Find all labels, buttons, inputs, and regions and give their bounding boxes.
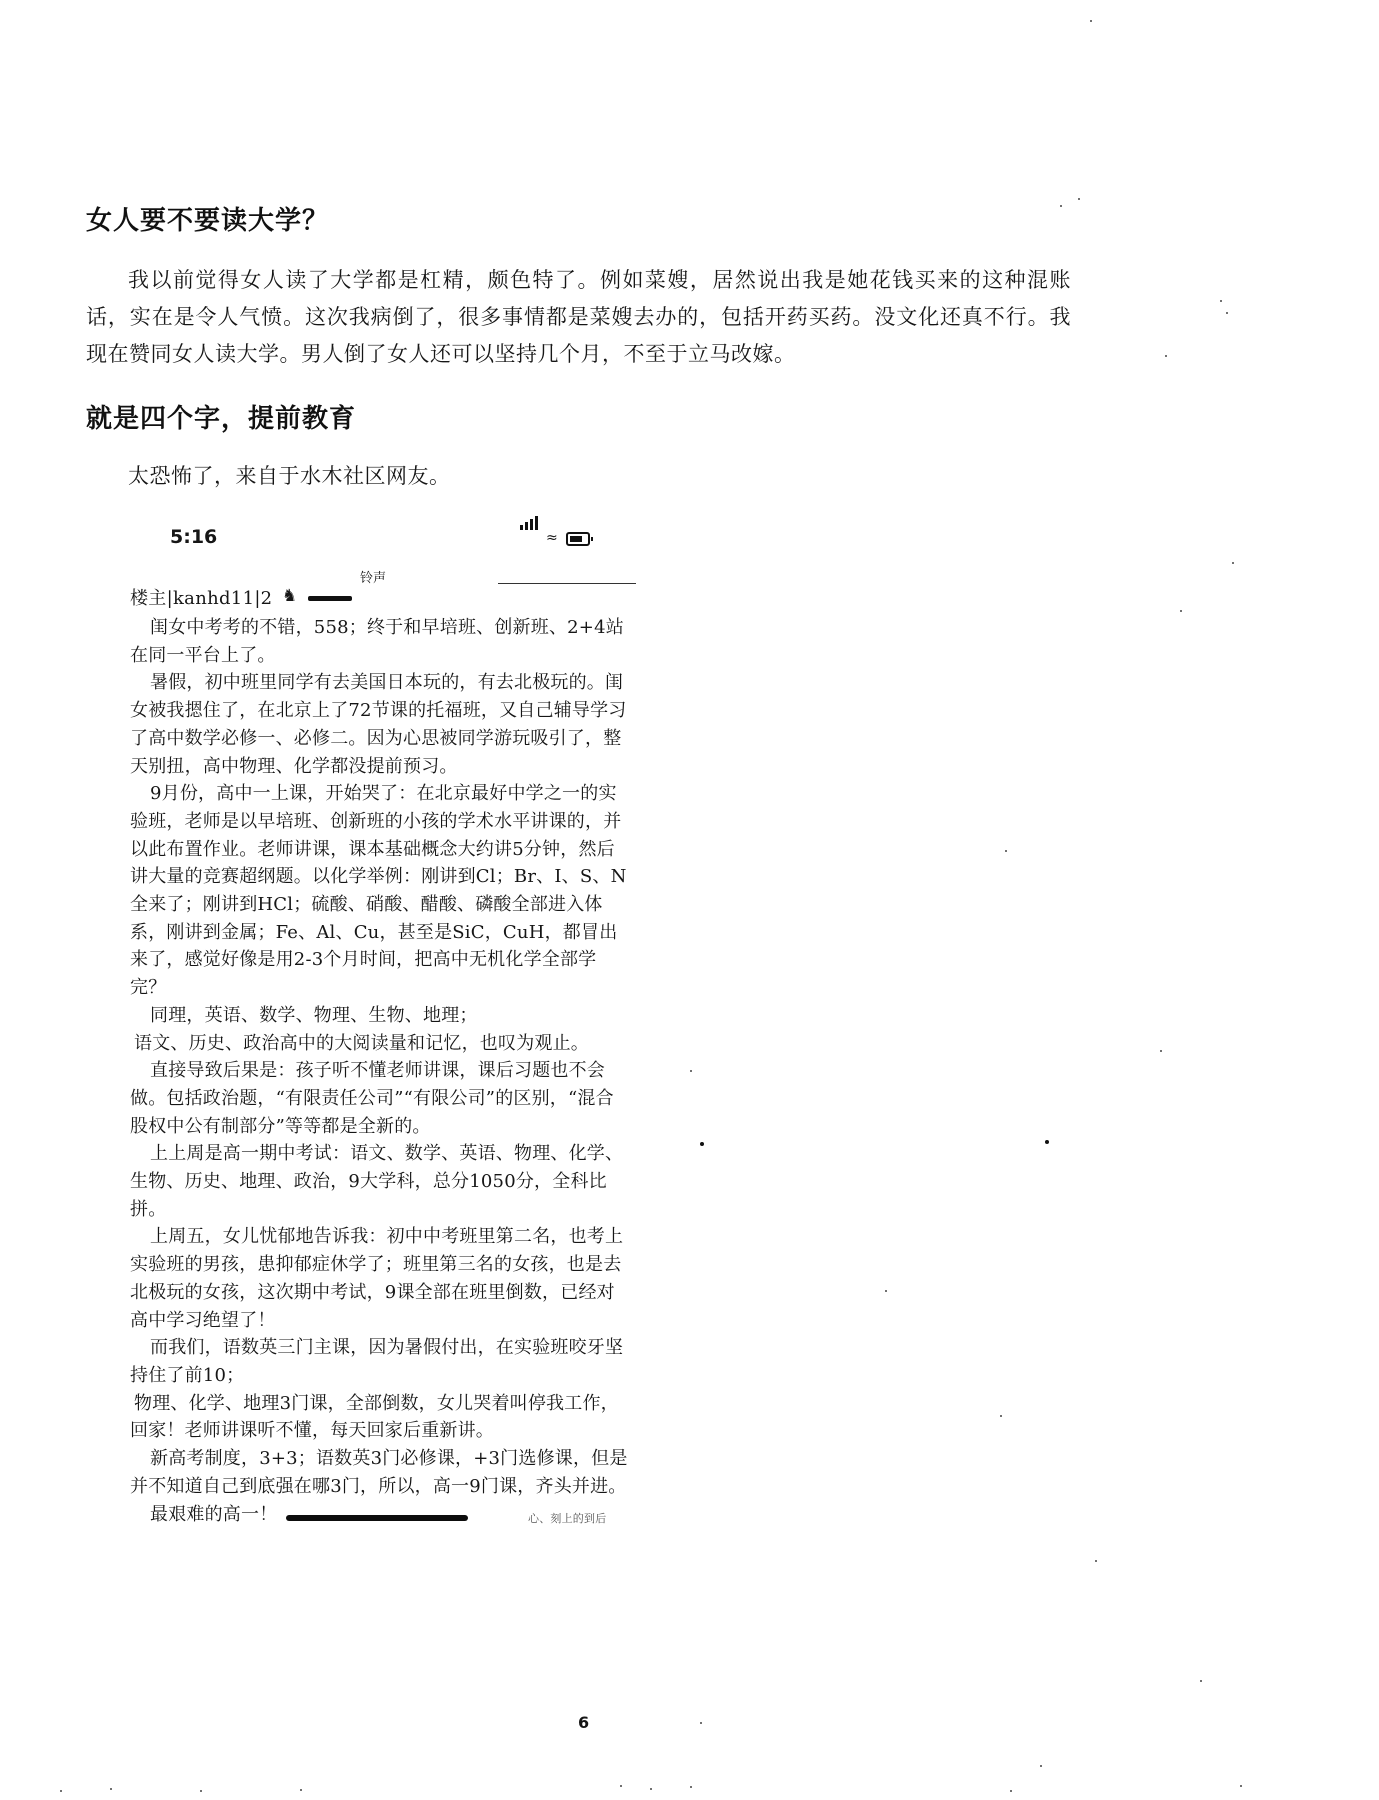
poster-label: 楼主|kanhd11|2 (130, 588, 273, 609)
section-heading-university: 女人要不要读大学？ (86, 206, 330, 236)
post-closing-row (130, 1501, 628, 1529)
post-paragraph: 同理，英语、数学、物理、生物、地理； (150, 1004, 478, 1026)
post-paragraph: 新高考制度，3+3；语数英3门必修课，+3门选修课，但是并不知道自己到底强在哪3门，所以，高一9门课，齐头并进。 (130, 1448, 628, 1497)
page-number: 6 (578, 1713, 590, 1732)
battery-icon (566, 532, 590, 546)
post-closing-small-text: 心、刻上的到后 (528, 1511, 607, 1525)
post-paragraph: 闺女中考考的不错，558；终于和早培班、创新班、2+4站在同一平台上了。 (130, 617, 624, 666)
bell-icon: ♞ (282, 586, 298, 606)
status-time: 5:16 (170, 526, 218, 548)
post-paragraph: 上周五，女儿忧郁地告诉我：初中中考班里第二名，也考上实验班的男孩，患抑郁症休学了；班里第三名的女孩，也是去北极玩的女孩，这次期中考试，9课全部在班里倒数，已经对高中学习绝望了！ (130, 1226, 624, 1331)
post-body (130, 614, 628, 1529)
wifi-icon: ≈ (546, 530, 558, 546)
post-paragraph: 9月份，高中一上课，开始哭了：在北京最好中学之一的实验班，老师是以早培班、创新班的小孩的学术水平讲课的，并以此布置作业。老师讲课，课本基础概念大约讲5分钟，然后讲大量的竞赛超纲题。以化学举例：刚讲到Cl；Br、I、S、N全来了；刚讲到HCl；硫酸、硝酸、醋酸、磷酸全部进入体系，刚讲到金属；Fe、Al、Cu，甚至是SiC，CuH，都冒出来了，感觉好像是用2-3个月时间，把高中无机化学全部学完？ (130, 783, 627, 999)
post-header (130, 584, 630, 612)
post-paragraph: 语文、历史、政治高中的大阅读量和记忆，也叹为观止。 (134, 1032, 589, 1054)
post-paragraph: 上上周是高一期中考试：语文、数学、英语、物理、化学、生物、历史、地理、政治，9大学科，总分1050分，全科比拼。 (130, 1143, 624, 1220)
section-heading-early-education: 就是四个字，提前教育 (86, 404, 357, 434)
post-paragraph: 而我们，语数英三门主课，因为暑假付出，在实验班咬牙坚持住了前10； (130, 1337, 624, 1386)
post-paragraph: 暑假，初中班里同学有去美国日本玩的，有去北极玩的。闺女被我摁住了，在北京上了72节课的托福班，又自己辅导学习了高中数学必修一、必修二。因为心思被同学游玩吸引了，整天别扭，高中物理、化学都没提前预习。 (130, 672, 627, 777)
section-paragraph-university: 我以前觉得女人读了大学都是杠精，颇色特了。例如菜嫂，居然说出我是她花钱买来的这种混账话，实在是令人气愤。这次我病倒了，很多事情都是菜嫂去办的，包括开药买药。没文化还真不行。我现在赞同女人读大学。男人倒了女人还可以坚持几个月，不至于立马改嫁。 (86, 268, 1071, 366)
status-icons (520, 528, 620, 548)
post-closing-text: 最艰难的高一！ (150, 1503, 278, 1525)
post-paragraph: 直接导致后果是：孩子听不懂老师讲课，课后习题也不会做。包括政治题，“有限责任公司”“有限公司”的区别，“混合股权中公有制部分”等等都是全新的。 (130, 1060, 614, 1137)
redaction-mark (308, 596, 352, 601)
post-paragraph: 物理、化学、地理3门课，全部倒数，女儿哭着叫停我工作，回家！老师讲课听不懂，每天回家后重新讲。 (130, 1392, 619, 1442)
section-intro-early-education: 太恐怖了，来自于水木社区网友。 (128, 464, 451, 488)
ringtone-label: 铃声 (360, 571, 387, 586)
redaction-bar (286, 1515, 468, 1521)
forum-post-screenshot (130, 520, 640, 1600)
